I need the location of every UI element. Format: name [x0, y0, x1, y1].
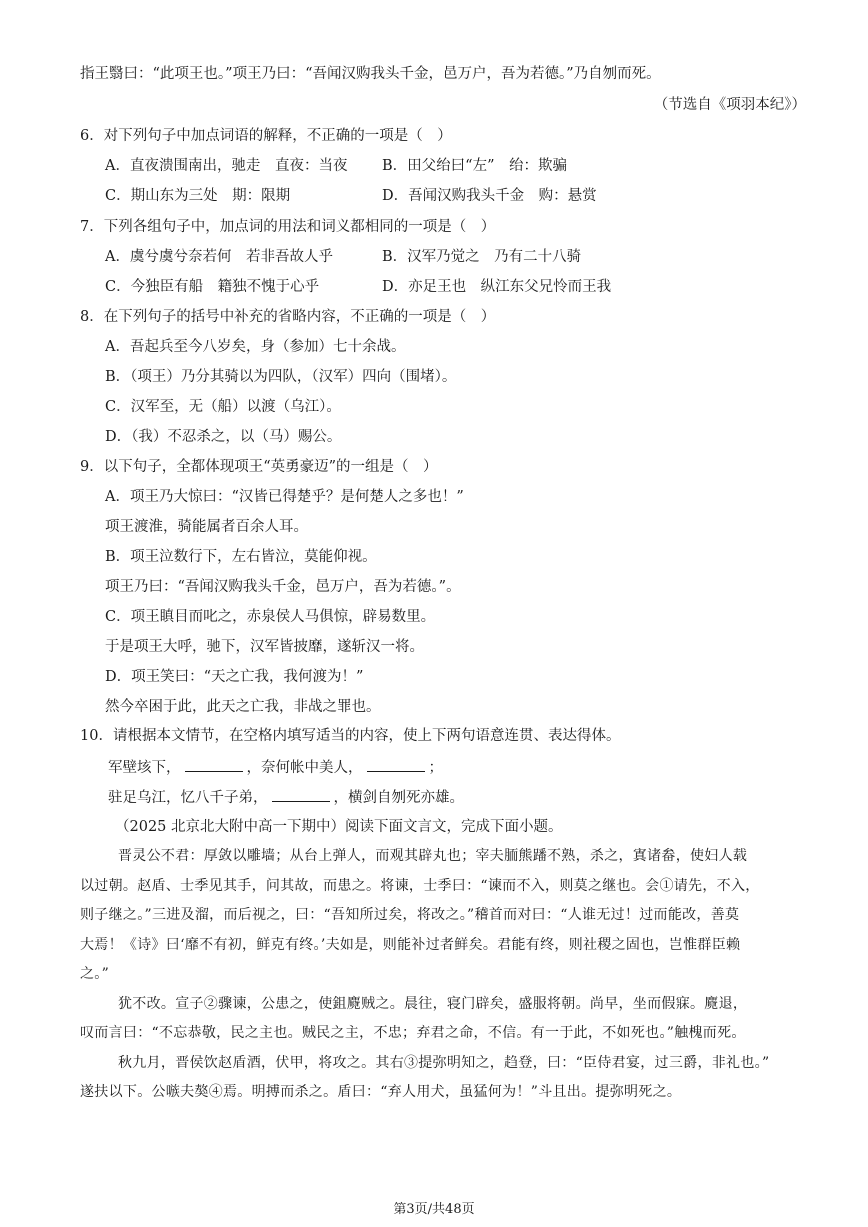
q6-option-d: D．吾闻汉购我头千金 购：悬赏 [382, 188, 597, 204]
passage-line: 遂扶以下。公嗾夫獒④焉。明搏而杀之。盾曰：“弃人用犬，虽猛何为！”斗且出。提弥明死之。 [80, 1084, 682, 1100]
q10-line1-part1: 军壁垓下， [108, 760, 181, 776]
q8-option-c: C．汉军至，无（船）以渡（乌江）。 [105, 399, 341, 415]
q9-option-c-line2: 于是项王大呼，驰下，汉军皆披靡，遂斩汉一将。 [105, 639, 424, 655]
question-8-stem: 8．在下列句子的括号中补充的省略内容，不正确的一项是（ ） [80, 309, 496, 325]
q7-option-d: D．亦足王也 纵江东父兄怜而王我 [382, 279, 612, 295]
passage-line: 则子继之。”三进及溜，而后视之，曰：“吾知所过矣，将改之。”稽首而对曰：“人谁无过！过而能改，善莫 [80, 907, 740, 923]
q9-option-c-line1: C．项王瞋目而叱之，赤泉侯人马俱惊，辟易数里。 [105, 609, 436, 625]
q7-option-c: C．今独臣有船 籍独不愧于心乎 [105, 279, 320, 295]
fill-blank-1[interactable] [185, 757, 243, 772]
q7-option-a: A．虞兮虞兮奈若何 若非吾故人乎 [105, 249, 333, 265]
passage-line: 叹而言曰：“不忘恭敬，民之主也。贼民之主，不忠；弃君之命，不信。有一于此，不如死也。”触槐而死。 [80, 1025, 746, 1041]
fill-blank-3[interactable] [272, 787, 330, 802]
q10-line1-part2: ，奈何帐中美人， [246, 760, 363, 776]
passage-intro: （2025 北京北大附中高一下期中）阅读下面文言文，完成下面小题。 [115, 819, 563, 835]
passage-line: 犹不改。宣子②骤谏，公患之，使鉏麑贼之。晨往，寝门辟矣，盛服将朝。尚早，坐而假寐。麑退， [118, 996, 748, 1012]
question-10-stem: 10．请根据本文情节，在空格内填写适当的内容，使上下两句语意连贯、表达得体。 [80, 728, 621, 744]
q9-option-b-line2: 项王乃曰：“吾闻汉购我头千金，邑万户，吾为若德。”。 [105, 579, 461, 595]
source-note: （节选自《项羽本纪》） [653, 97, 806, 113]
q8-option-a: A．吾起兵至今八岁矣，身（参加）七十余战。 [105, 339, 406, 355]
fill-blank-2[interactable] [367, 757, 425, 772]
q9-option-d-line1: D．项王笑曰：“天之亡我，我何渡为！” [105, 669, 364, 685]
question-6-stem: 6．对下列句子中加点词语的解释，不正确的一项是（ ） [80, 128, 452, 144]
q8-option-d: D．（我）不忍杀之，以（马）赐公。 [105, 429, 342, 445]
passage-line: 晋灵公不君：厚敛以雕墙；从台上弹人，而观其辟丸也；宰夫胹熊蹯不熟，杀之，寘诸畚，使妇人载 [118, 848, 748, 864]
passage-last-line: 指王翳曰：“此项王也。”项王乃曰：“吾闻汉购我头千金，邑万户，吾为若德。”乃自刎而死。 [80, 66, 661, 82]
passage-line: 之。” [80, 966, 110, 982]
q9-option-a-line1: A．项王乃大惊曰：“汉皆已得楚乎？是何楚人之多也！” [105, 489, 464, 505]
q10-line1-part3: ； [428, 760, 443, 776]
q10-line-1 [108, 757, 443, 778]
passage-line: 大焉！《诗》曰‘靡不有初，鲜克有终。’夫如是，则能补过者鲜矣。君能有终，则社稷之固也，岂惟群臣赖 [80, 937, 741, 953]
q9-option-a-line2: 项王渡淮，骑能属者百余人耳。 [105, 519, 308, 535]
page-number: 第3页/共48页 [393, 1202, 475, 1217]
q9-option-b-line1: B．项王泣数行下，左右皆泣，莫能仰视。 [105, 549, 377, 565]
q6-option-b: B．田父绐曰“左” 绐：欺骗 [382, 158, 567, 174]
q10-line2-part2: ，横剑自刎死亦雄。 [333, 790, 464, 806]
question-9-stem: 9．以下句子，全都体现项王“英勇豪迈”的一组是（ ） [80, 459, 438, 475]
passage-line: 秋九月，晋侯饮赵盾酒，伏甲，将攻之。其右③提弥明知之，趋登，曰：“臣侍君宴，过三爵，非礼也。” [118, 1055, 770, 1071]
q10-line2-part1: 驻足乌江，忆八千子弟， [108, 790, 268, 806]
q6-option-a: A．直夜溃围南出，驰走 直夜：当夜 [105, 158, 348, 174]
passage-line: 以过朝。赵盾、士季见其手，问其故，而患之。将谏，士季曰：“谏而不入，则莫之继也。会①请先，不入， [80, 878, 760, 894]
q7-option-b: B．汉军乃觉之 乃有二十八骑 [382, 249, 582, 265]
q8-option-b: B．（项王）乃分其骑以为四队，（汉军）四向（围堵）。 [105, 369, 457, 385]
question-7-stem: 7．下列各组句子中，加点词的用法和词义都相同的一项是（ ） [80, 219, 496, 235]
q6-option-c: C．期山东为三处 期：限期 [105, 188, 291, 204]
q9-option-d-line2: 然今卒困于此，此天之亡我，非战之罪也。 [105, 699, 381, 715]
q10-line-2 [108, 787, 464, 808]
